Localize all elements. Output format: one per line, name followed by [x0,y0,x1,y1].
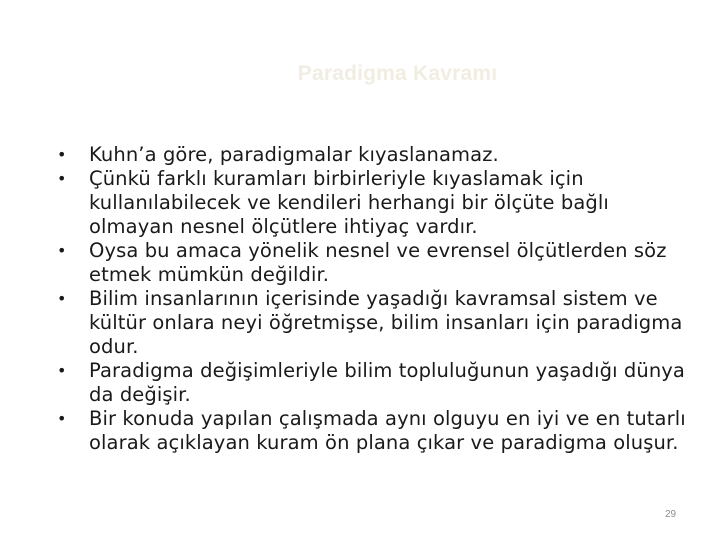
bullet-item [56,407,696,455]
bullet-item [56,167,696,239]
bullet-icon: • [57,289,67,308]
bullet-list [56,143,696,455]
bullet-icon: • [57,361,67,380]
bullet-icon: • [57,145,67,164]
bullet-text: Bilim insanlarının içerisinde yaşadığı kavramsal sistem ve kültür onlara neyi öğretmişse, bilim insanları için paradigma odur. [89,287,683,358]
bullet-icon: • [57,409,67,428]
bullet-text: Bir konuda yapılan çalışmada aynı olguyu en iyi ve en tutarlı olarak açıklayan kuram ön plana çıkar ve paradigma oluşur. [89,407,686,454]
bullet-icon: • [57,169,67,188]
bullet-item [56,359,696,407]
slide-title: Paradigma Kavramı [297,62,498,85]
bullet-item [56,143,696,167]
bullet-item [56,287,696,359]
bullet-item [56,239,696,287]
bullet-text: Kuhn’a göre, paradigmalar kıyaslanamaz. [89,143,499,166]
slide-number: 29 [665,509,677,520]
bullet-text: Oysa bu amaca yönelik nesnel ve evrensel ölçütlerden söz etmek mümkün değildir. [89,239,667,286]
bullet-icon: • [57,241,67,260]
bullet-text: Paradigma değişimleriyle bilim topluluğunun yaşadığı dünya da değişir. [89,359,685,406]
bullet-text: Çünkü farklı kuramları birbirleriyle kıyaslamak için kullanılabilecek ve kendileri herhangi bir ölçüte bağlı olmayan nesnel ölçütlere ihtiyaç vardır. [89,167,609,238]
